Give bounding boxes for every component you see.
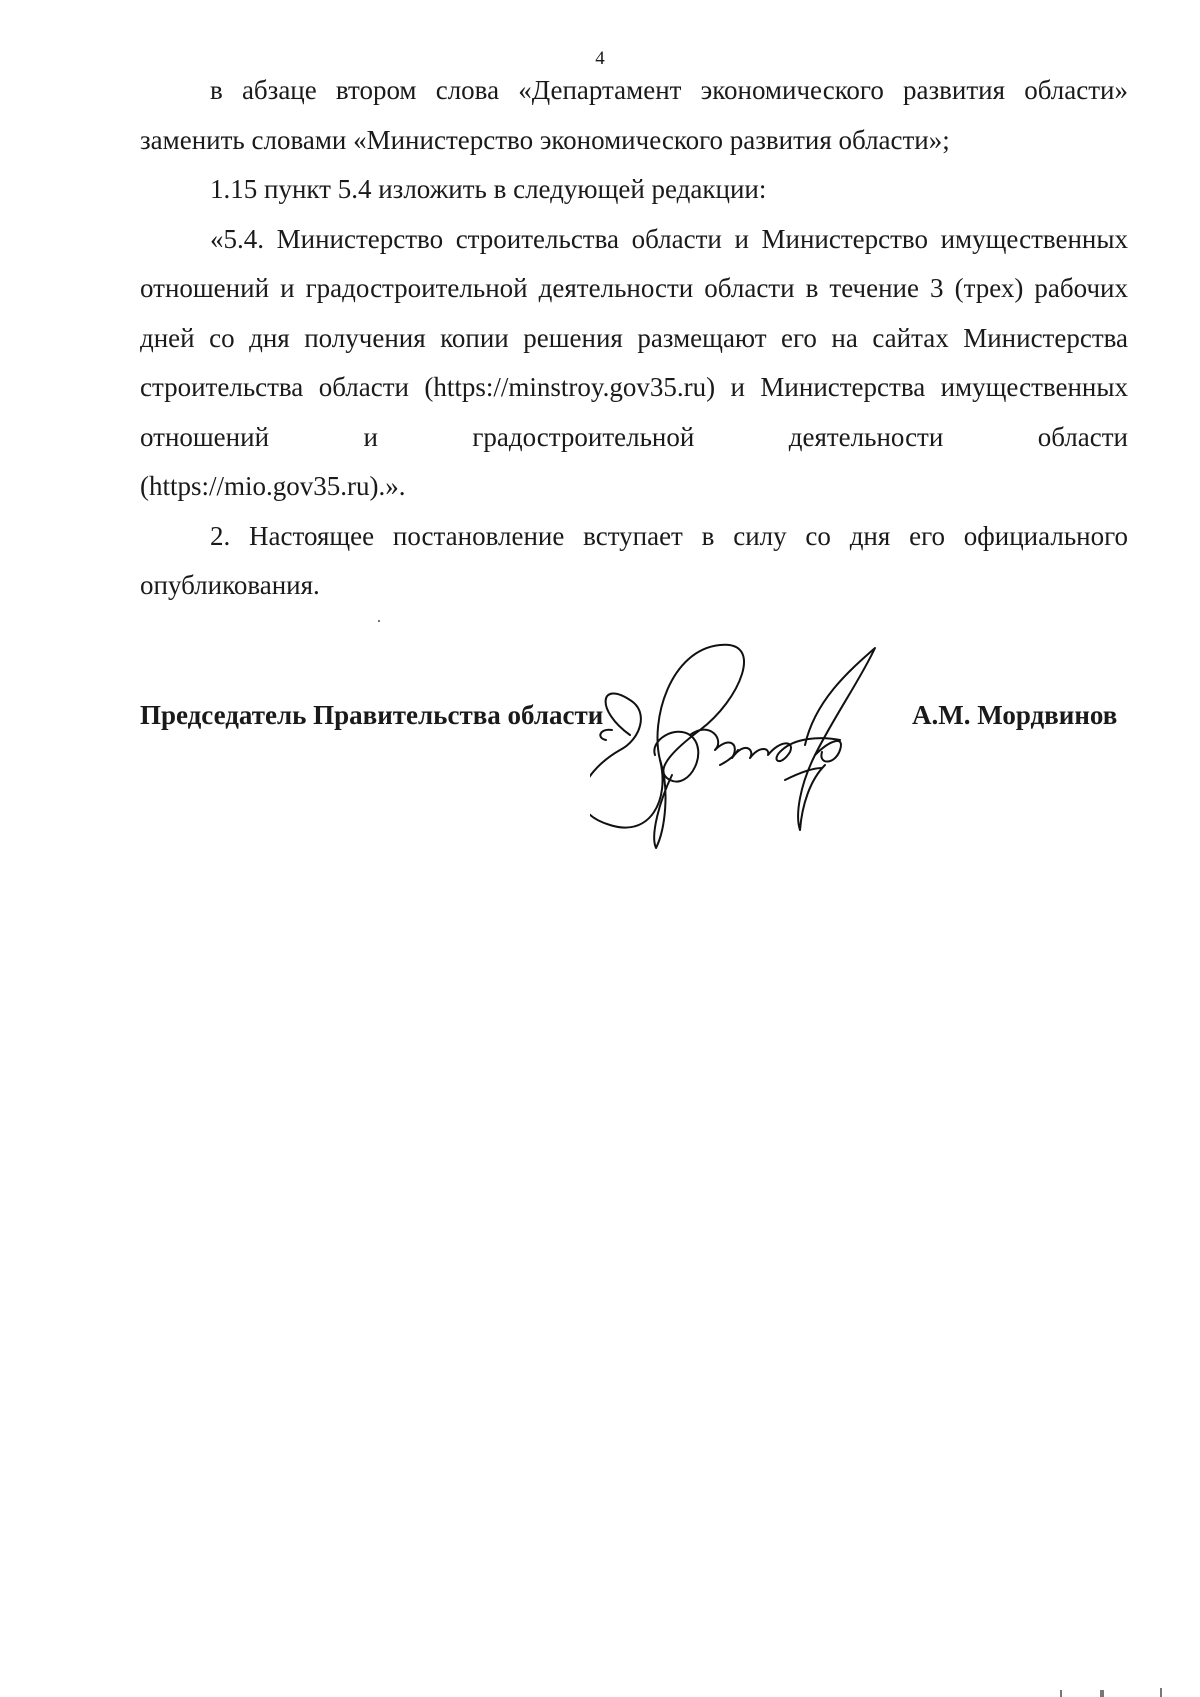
paragraph-item-5-4: «5.4. Министерство строительства области и Министерство имущественных отношений и градостроительной деятельности области в течение 3 (трех) рабочих дней со дня получения копии решения размещают его на сайтах Министерства строительства области (https://minstroy.gov35.ru) и Министерства имущественных отношений и градостроительной деятельности области [140, 223, 1128, 452]
paragraph-entry-into-force: 2. Настоящее постановление вступает в силу со дня его официального опубликования. [140, 520, 1128, 600]
signatory-name: А.М. Мордвинов [912, 700, 1118, 730]
document-body [140, 66, 1128, 611]
scan-artifact [1060, 1690, 1062, 1697]
paragraph-item-5-4-continuation: (https://mio.gov35.ru).». [140, 471, 406, 501]
paragraph-amendment-department: в абзаце втором слова «Департамент экономического развития области» заменить словами «Министерство экономического развития области»; [140, 75, 1128, 155]
scan-artifact [1160, 1688, 1162, 1697]
scan-artifact [1100, 1690, 1104, 1697]
signatory-position: Председатель Правительства области [140, 700, 604, 730]
paragraph-item-1-15: 1.15 пункт 5.4 изложить в следующей редакции: [210, 174, 767, 204]
scan-artifact [378, 620, 380, 622]
page-number: 4 [595, 48, 605, 69]
handwritten-signature [590, 640, 950, 850]
